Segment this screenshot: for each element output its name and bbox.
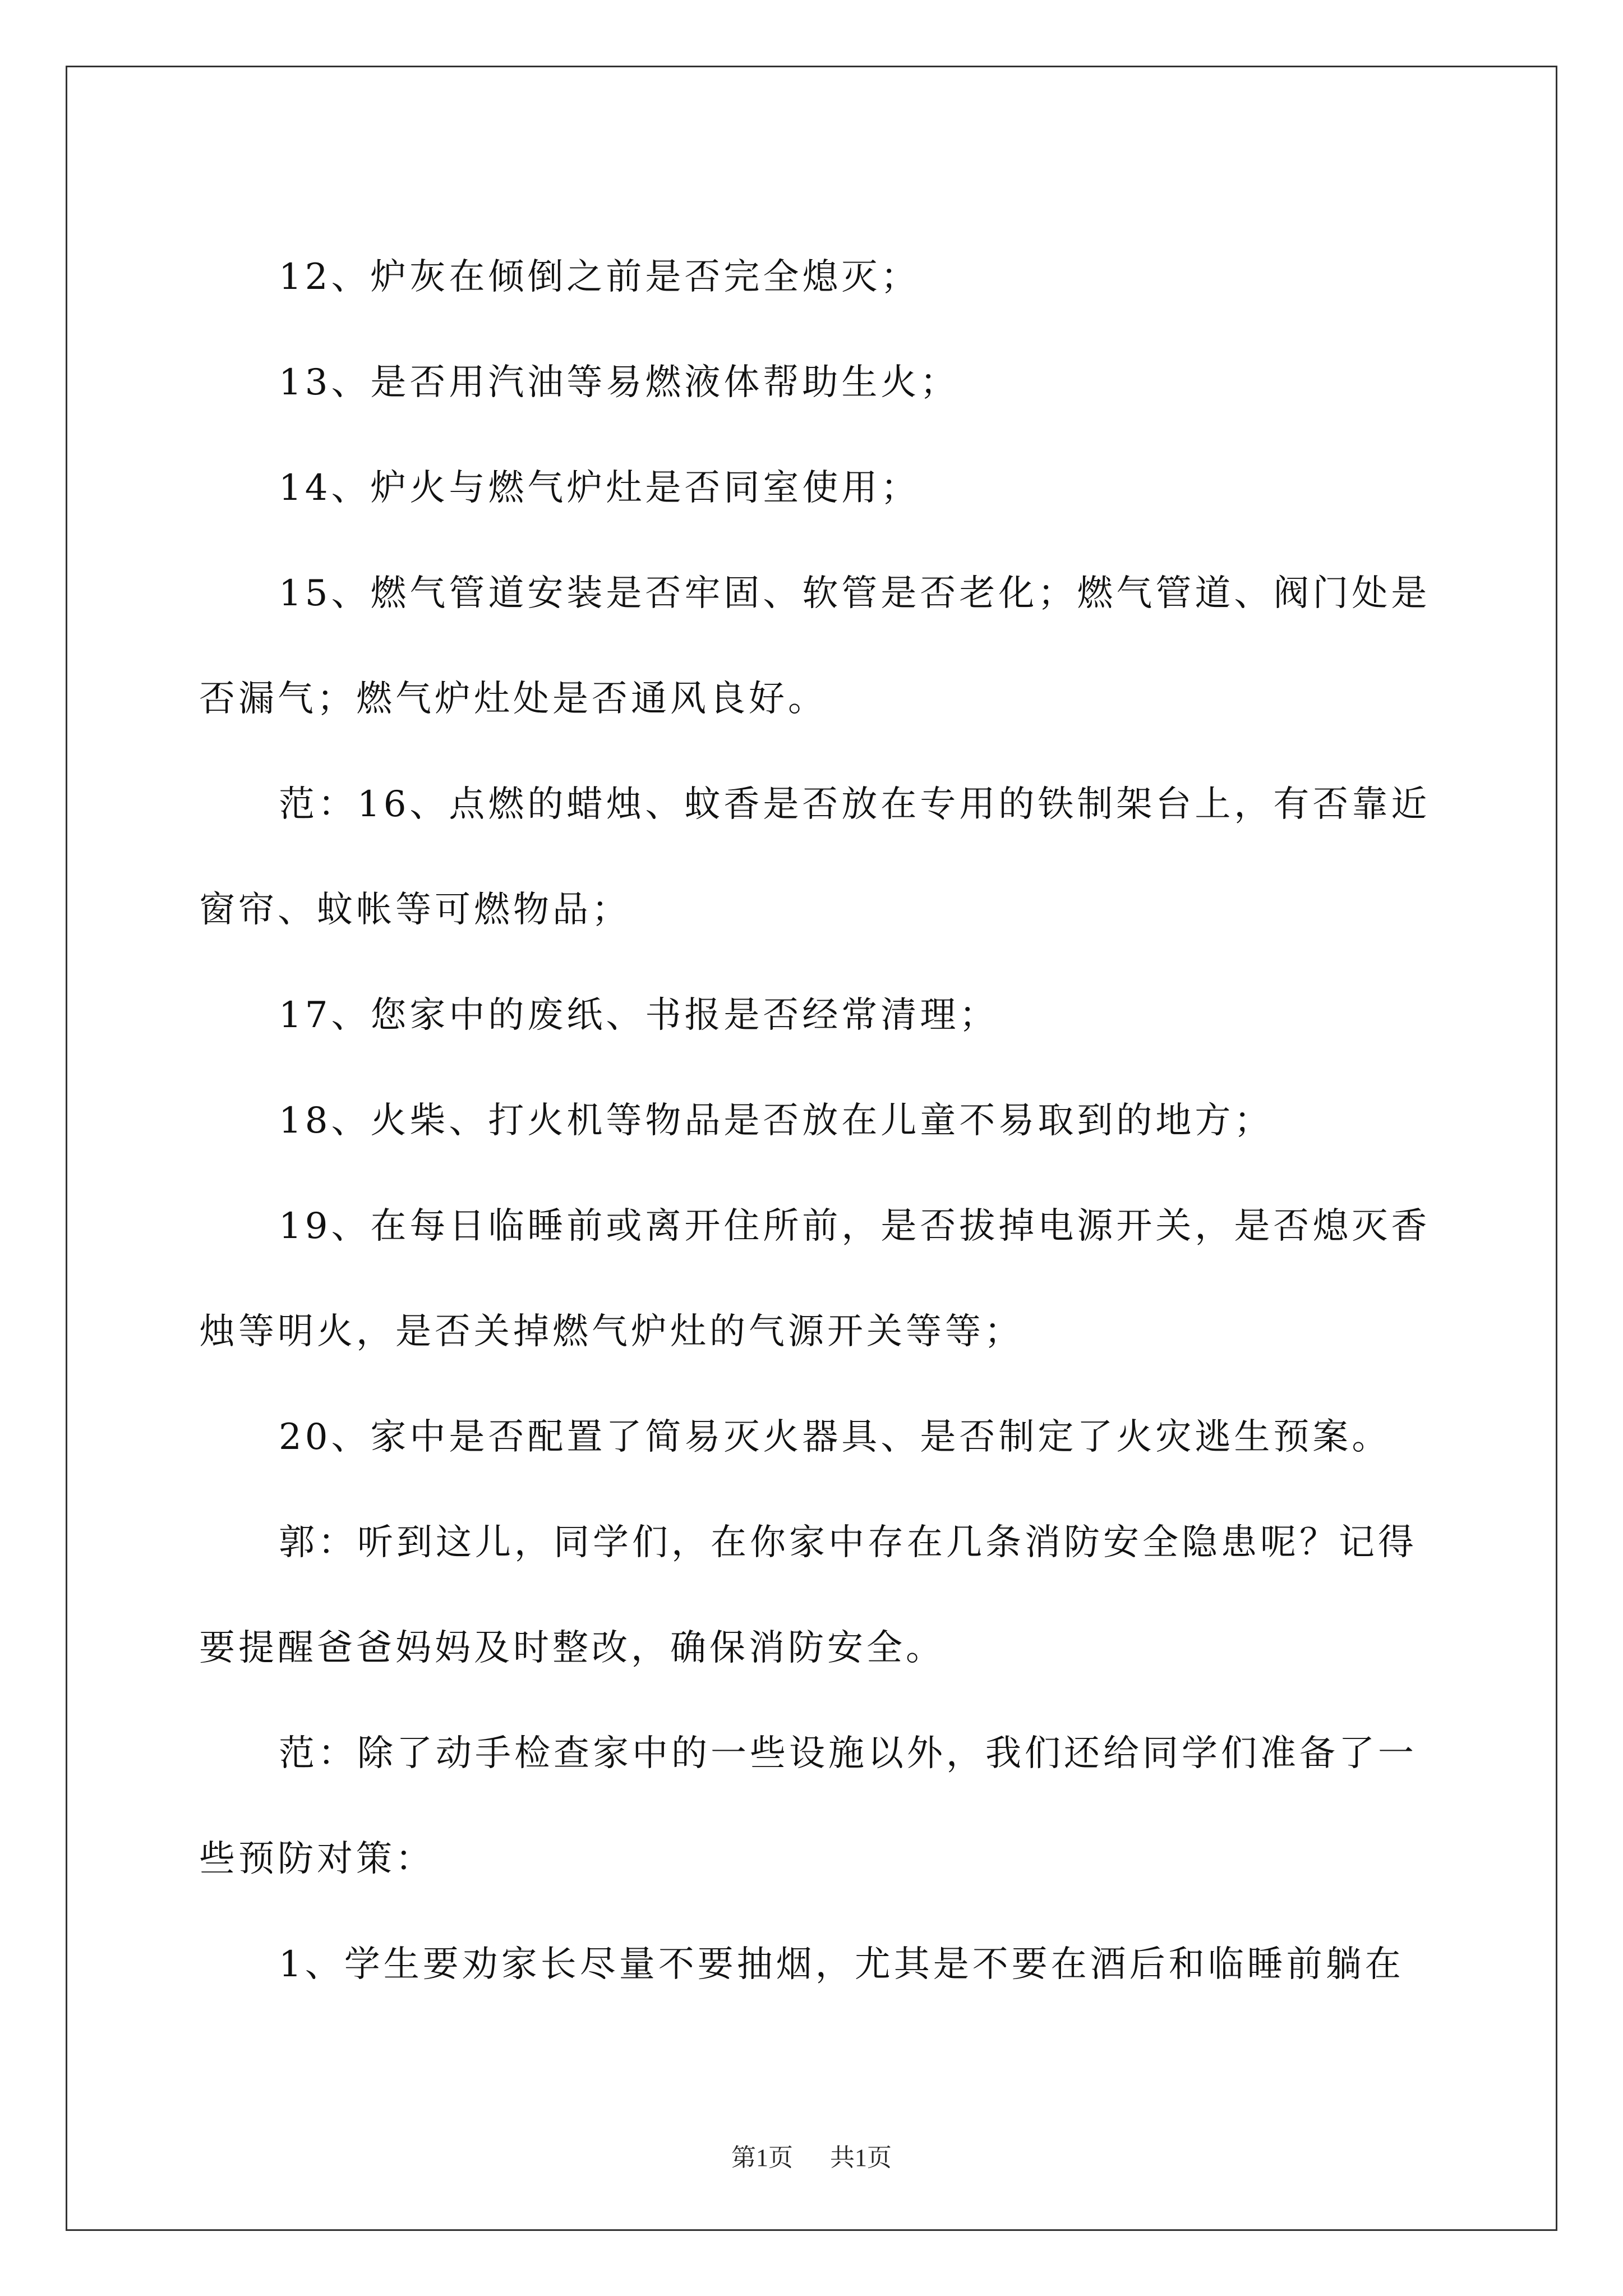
paragraph: 12、炉灰在倾倒之前是否完全熄灭；: [279, 256, 920, 298]
paragraph: 郭：听到这儿，同学们，在你家中存在几条消防安全隐患呢？记得要提醒爸爸妈妈及时整改，确保消防安全。: [199, 1522, 1417, 1669]
paragraph: 范：除了动手检查家中的一些设施以外，我们还给同学们准备了一些预防对策：: [199, 1733, 1417, 1880]
page-total: 共1页: [830, 2144, 892, 2171]
page-number: 第1页: [731, 2144, 793, 2171]
page-footer: [0, 2137, 1623, 2173]
document-body: [199, 224, 1436, 2017]
paragraph: 13、是否用汽油等易燃液体帮助生火；: [279, 362, 960, 403]
paragraph: 14、炉火与燃气炉灶是否同室使用；: [279, 467, 920, 509]
paragraph: 15、燃气管道安装是否牢固、软管是否老化；燃气管道、阀门处是否漏气；燃气炉灶处是否通风良好。: [199, 573, 1431, 720]
paragraph: 20、家中是否配置了简易灭火器具、是否制定了火灾逃生预案。: [279, 1416, 1391, 1458]
paragraph: 18、火柴、打火机等物品是否放在儿童不易取到的地方；: [279, 1100, 1274, 1142]
paragraph: 范：16、点燃的蜡烛、蚊香是否放在专用的铁制架台上，有否靠近窗帘、蚊帐等可燃物品；: [199, 784, 1431, 931]
paragraph: 1、学生要劝家长尽量不要抽烟，尤其是不要在酒后和临睡前躺在: [279, 1944, 1404, 1985]
paragraph: 19、在每日临睡前或离开住所前，是否拔掉电源开关，是否熄灭香烛等明火，是否关掉燃气炉灶的气源开关等等；: [199, 1205, 1431, 1352]
paragraph: 17、您家中的废纸、书报是否经常清理；: [279, 995, 999, 1036]
